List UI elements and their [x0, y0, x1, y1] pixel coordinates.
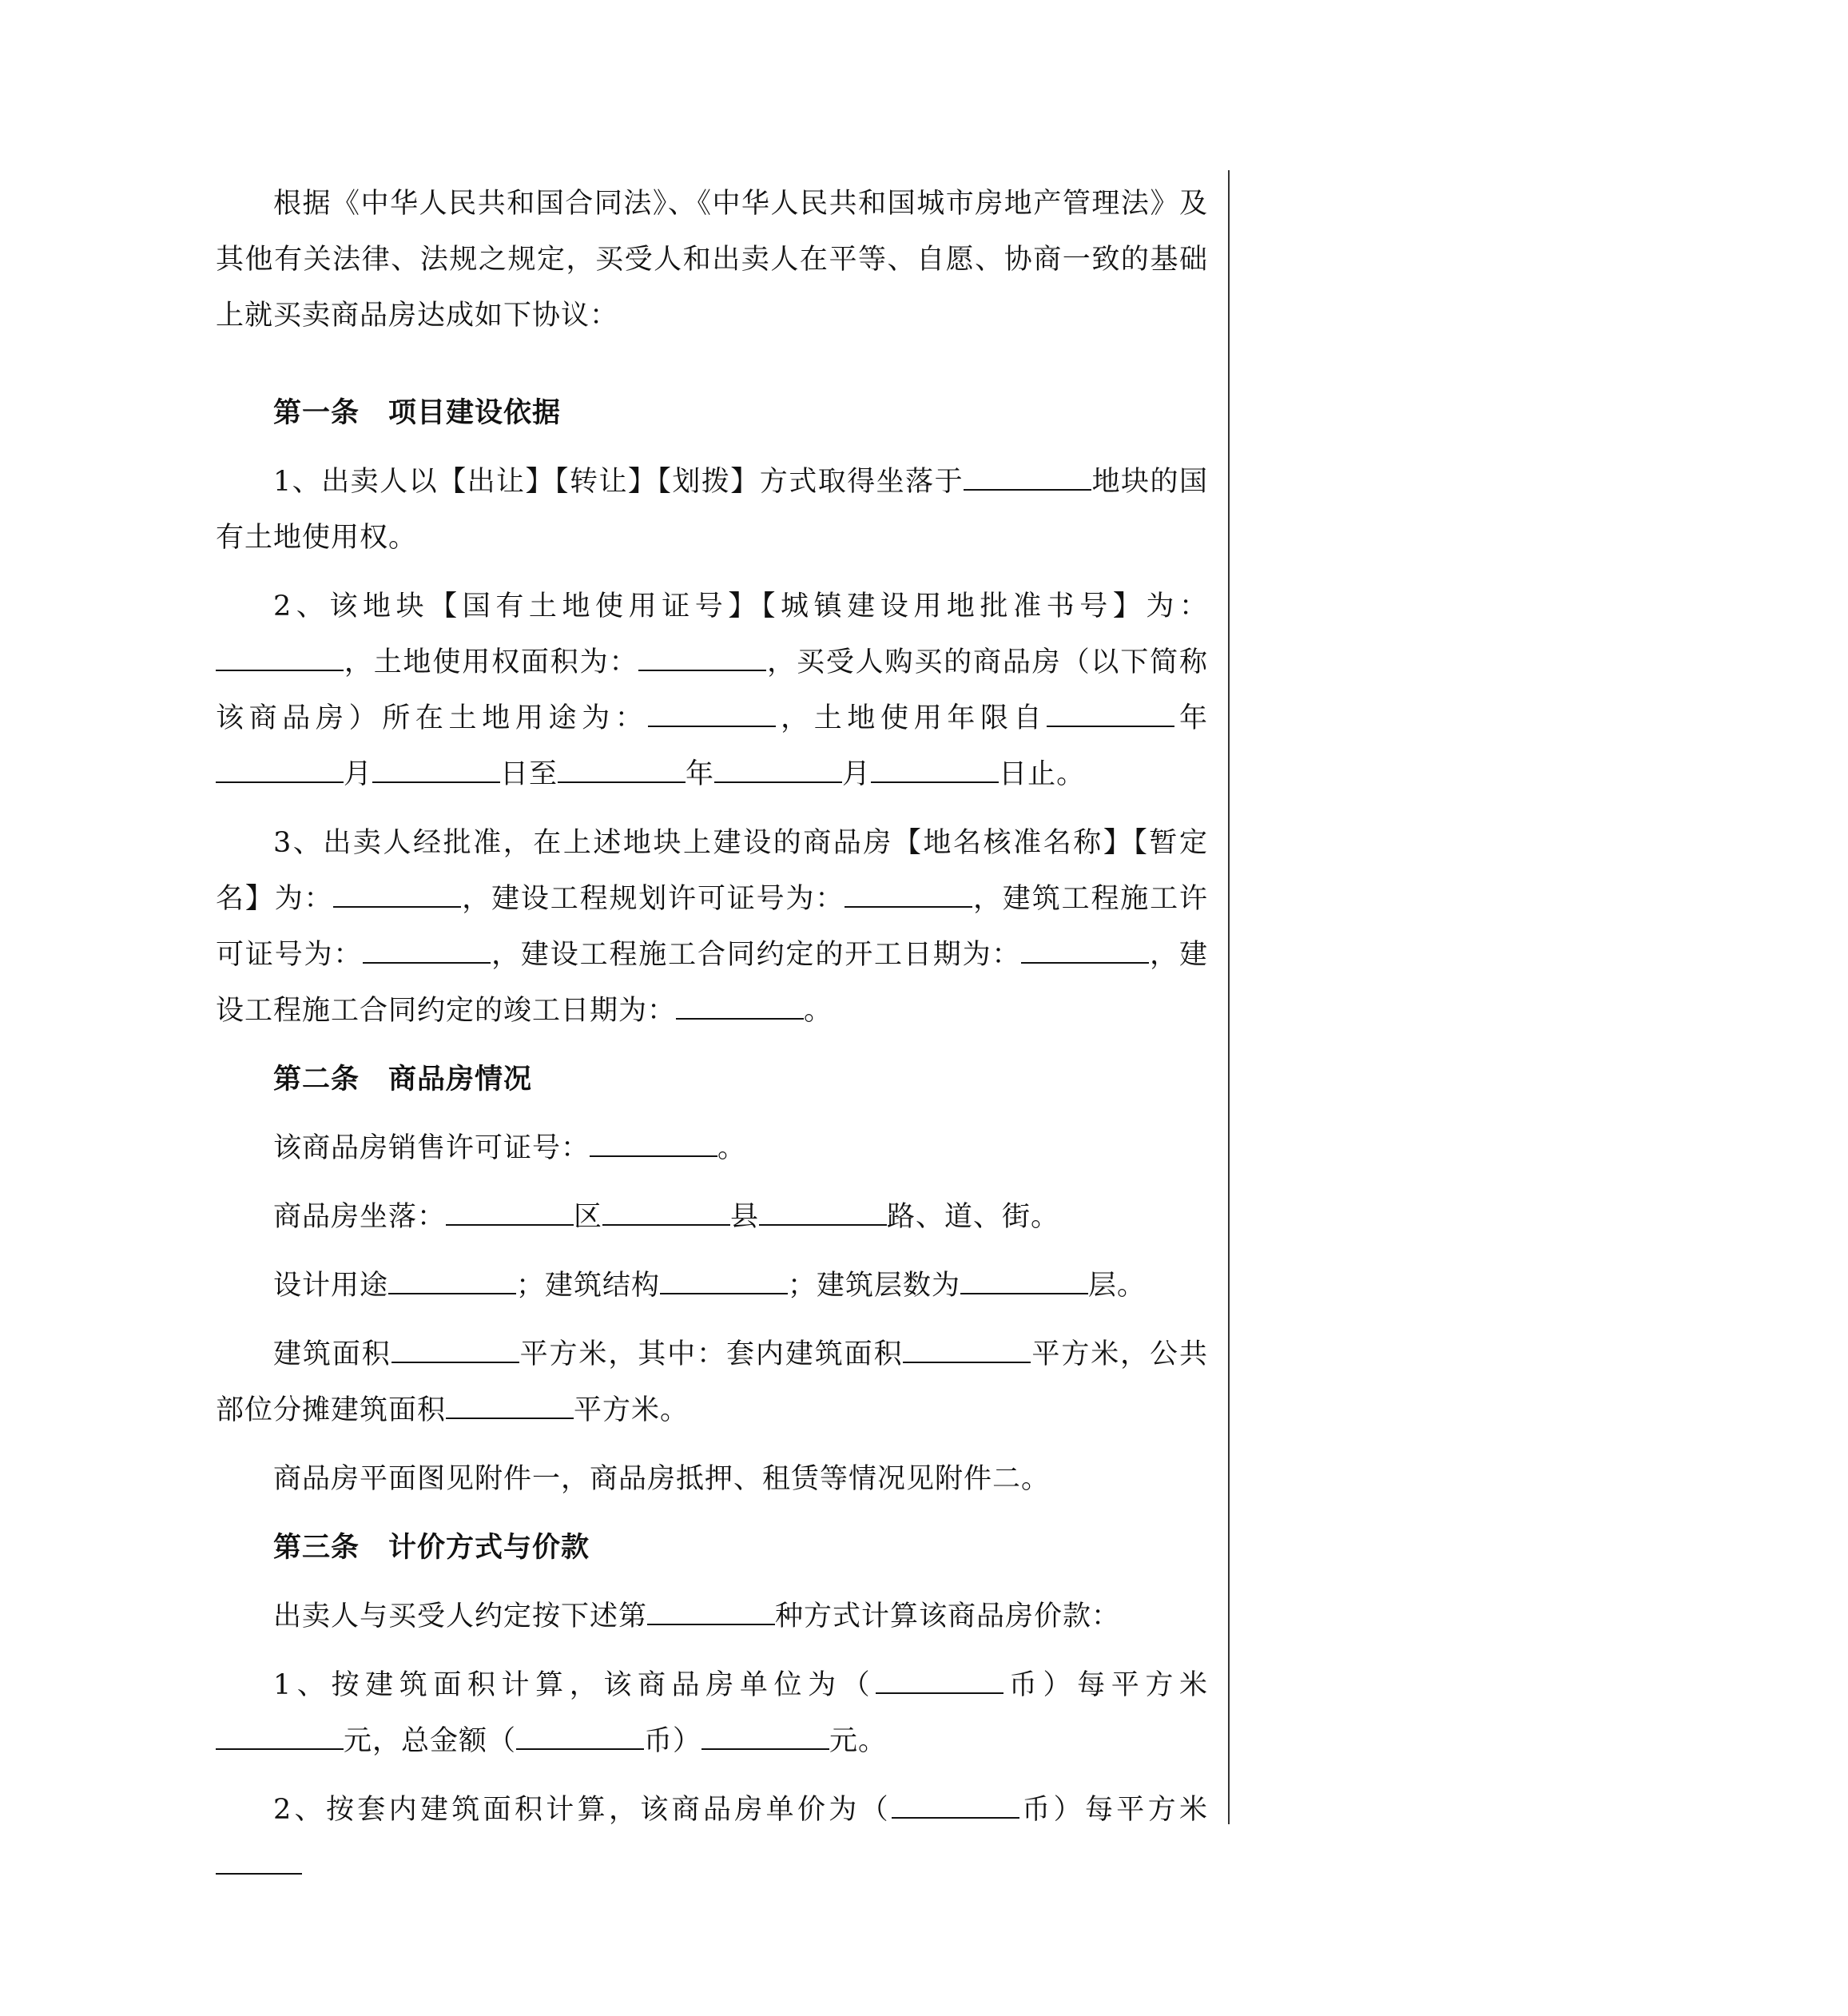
- article3-para3: 2、按套内建筑面积计算，该商品房单价为（ 币）每平方米: [216, 1782, 1208, 1894]
- blank-field: [960, 1270, 1088, 1294]
- blank-field: [660, 1270, 788, 1294]
- blank-field: [1047, 703, 1174, 727]
- blank-field: [892, 1795, 1019, 1819]
- blank-field: [871, 759, 999, 783]
- blank-field: [759, 1202, 887, 1226]
- blank-field: [701, 1726, 829, 1750]
- article2-para5: 商品房平面图见附件一，商品房抵押、租赁等情况见附件二。: [273, 1463, 1051, 1495]
- blank-field: [558, 759, 686, 783]
- article2-para4: 建筑面积 平方米，其中：套内建筑面积 平方米，公共部位分摊建筑面积 平方米。: [216, 1338, 1208, 1426]
- blank-field: [216, 1851, 302, 1875]
- blank-field: [903, 1339, 1031, 1363]
- blank-field: [391, 1339, 519, 1363]
- blank-field: [216, 1726, 344, 1750]
- blank-field: [714, 759, 842, 783]
- article2-para3: 设计用途 ；建筑结构 ；建筑层数为 层。: [273, 1270, 1147, 1302]
- article2-title: 第二条 商品房情况: [273, 1063, 533, 1095]
- blank-field: [216, 759, 344, 783]
- document-body: [216, 176, 1208, 1907]
- blank-field: [676, 996, 804, 1020]
- article1-para3: 3、出卖人经批准，在上述地块上建设的商品房【地名核准名称】【暂定名】为： ，建设工程规划许可证号为： ，建筑工程施工许可证号为： ，建设工程施工合同约定的开工日期为： ，建设工程施工合同约定的竣工日期为： 。: [216, 827, 1208, 1027]
- margin-rule: [1228, 170, 1230, 1824]
- blank-field: [372, 759, 500, 783]
- blank-field: [647, 1601, 775, 1625]
- blank-field: [648, 703, 776, 727]
- blank-field: [363, 940, 491, 964]
- article3-para1: 出卖人与买受人约定按下述第 种方式计算该商品房价款：: [273, 1600, 1121, 1632]
- blank-field: [516, 1726, 644, 1750]
- blank-field: [845, 884, 972, 908]
- intro-paragraph: 根据《中华人民共和国合同法》、《中华人民共和国城市房地产管理法》及其他有关法律、法规之规定，买受人和出卖人在平等、自愿、协商一致的基础上就买卖商品房达成如下协议：: [216, 188, 1208, 332]
- article3-title: 第三条 计价方式与价款: [273, 1531, 590, 1564]
- blank-field: [1021, 940, 1149, 964]
- blank-field: [216, 647, 344, 671]
- blank-field: [590, 1133, 717, 1157]
- article1-para1: 1、出卖人以【出让】【转让】【划拨】方式取得坐落于 地块的国有土地使用权。: [216, 466, 1208, 554]
- blank-field: [446, 1395, 574, 1419]
- blank-field: [388, 1270, 516, 1294]
- article2-para2: 商品房坐落： 区 县 路、道、街。: [273, 1201, 1060, 1233]
- blank-field: [876, 1670, 1003, 1694]
- blank-field: [602, 1202, 730, 1226]
- blank-field: [446, 1202, 574, 1226]
- article1-para2: 2、该地块【国有土地使用证号】【城镇建设用地批准书号】为：，土地使用权面积为： ，买受人购买的商品房（以下简称该商品房）所在土地用途为： ，土地使用年限自 年月 日至 年 月 日止。: [216, 590, 1208, 790]
- blank-field: [638, 647, 766, 671]
- article3-para2: 1、按建筑面积计算，该商品房单位为（ 币）每平方米元，总金额（ 币） 元。: [216, 1657, 1208, 1769]
- blank-field: [333, 884, 461, 908]
- blank-field: [964, 467, 1091, 491]
- article2-para1: 该商品房销售许可证号： 。: [273, 1132, 747, 1164]
- article1-title: 第一条 项目建设依据: [273, 396, 562, 429]
